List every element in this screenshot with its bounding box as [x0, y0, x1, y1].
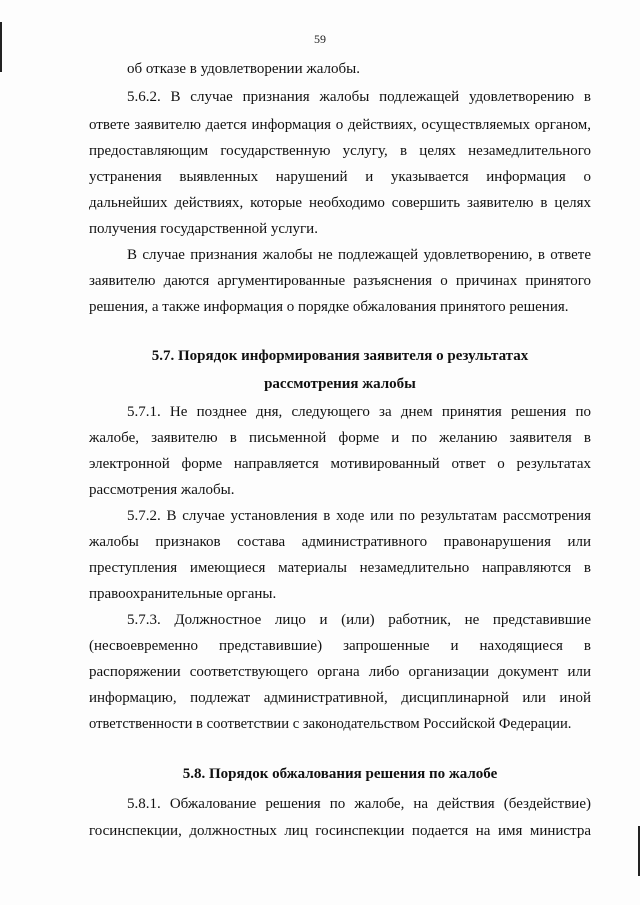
section-heading: 5.8. Порядок обжалования решения по жалобе — [182, 766, 498, 782]
text-line: преступления имеющиеся материалы незамедлительно направляются в — [89, 560, 591, 576]
text-line: распоряжении соответствующего органа либо организации документ или — [89, 664, 591, 680]
text-line: заявителю даются аргументированные разъяснения о причинах принятого — [89, 273, 591, 289]
section-heading: рассмотрения жалобы — [264, 376, 416, 392]
text-line: устранения выявленных нарушений и указывается информация о — [89, 169, 591, 185]
text-line: 5.7.2. В случае установления в ходе или по результатам рассмотрения — [127, 508, 591, 524]
text-line: 5.8.1. Обжалование решения по жалобе, на действия (бездействие) — [127, 796, 591, 812]
text-line: жалобе, заявителю в письменной форме и по желанию заявителя в — [89, 430, 591, 446]
text-line: 5.7.1. Не позднее дня, следующего за днем принятия решения по — [127, 404, 591, 420]
text-line: госинспекции, должностных лиц госинспекции подается на имя министра — [89, 823, 591, 839]
section-heading: 5.7. Порядок информирования заявителя о результатах — [151, 348, 529, 364]
text-line: 5.6.2. В случае признания жалобы подлежащей удовлетворению в — [127, 89, 591, 105]
text-line: информацию, подлежат административной, дисциплинарной или иной — [89, 690, 591, 706]
text-line: (несвоевременно представившие) запрошенные и находящиеся в — [89, 638, 591, 654]
text-line: решения, а также информация о порядке обжалования принятого решения. — [89, 299, 569, 315]
text-line: об отказе в удовлетворении жалобы. — [127, 61, 360, 77]
text-line: 5.7.3. Должностное лицо и (или) работник, не представившие — [127, 612, 591, 628]
text-line: ответственности в соответствии с законодательством Российской Федерации. — [89, 716, 572, 732]
page-number: 59 — [314, 32, 326, 46]
text-line: В случае признания жалобы не подлежащей удовлетворению, в ответе — [127, 247, 591, 263]
text-line: дальнейших действиях, которые необходимо совершить заявителю в целях — [89, 195, 591, 211]
text-line: предоставляющим государственную услугу, в целях незамедлительного — [89, 143, 591, 159]
text-line: правоохранительные органы. — [89, 586, 277, 602]
text-line: рассмотрения жалобы. — [89, 482, 235, 498]
scan-edge-mark — [0, 22, 2, 72]
text-line: ответе заявителю дается информация о действиях, осуществляемых органом, — [89, 117, 591, 133]
text-line: жалобы признаков состава административного правонарушения или — [89, 534, 591, 550]
text-line: получения государственной услуги. — [89, 221, 318, 237]
text-line: электронной форме направляется мотивированный ответ о результатах — [89, 456, 591, 472]
